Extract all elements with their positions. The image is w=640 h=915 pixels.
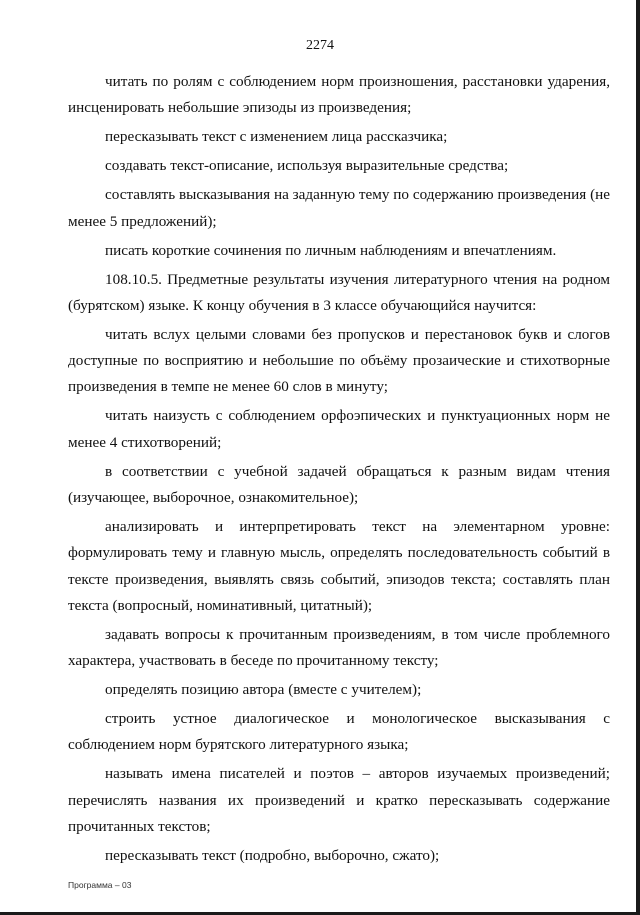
paragraph: строить устное диалогическое и монологическое высказывания с соблюдением норм бурятского литературного языка; xyxy=(68,710,610,754)
paragraph: читать по ролям с соблюдением норм произношения, расстановки ударения, инсценировать небольшие эпизоды из произведения; xyxy=(68,73,610,117)
section-heading-paragraph: 108.10.5. Предметные результаты изучения литературного чтения на родном (бурятском) языке. К концу обучения в 3 классе обучающийся научится: xyxy=(68,270,610,314)
paragraph: пересказывать текст (подробно, выборочно, сжато); xyxy=(105,846,440,864)
paragraph: читать наизусть с соблюдением орфоэпических и пунктуационных норм не менее 4 стихотворений; xyxy=(68,407,610,451)
paragraph: анализировать и интерпретировать текст на элементарном уровне: формулировать тему и главную мысль, определять последовательность событий в тексте произведения, выявлять связь событий, эпизодов текста; составлять план текста (вопросный, номинативный, цитатный); xyxy=(68,517,610,614)
scan-edge-right xyxy=(636,0,640,915)
footer-label: Программа – 03 xyxy=(68,880,132,890)
document-body xyxy=(68,69,610,872)
page-number: 2274 xyxy=(306,38,334,53)
paragraph: определять позицию автора (вместе с учителем); xyxy=(105,681,422,699)
paragraph: задавать вопросы к прочитанным произведениям, в том числе проблемного характера, участвовать в беседе по прочитанному тексту; xyxy=(68,625,610,670)
paragraph: пересказывать текст с изменением лица рассказчика; xyxy=(105,128,448,146)
paragraph: создавать текст-описание, используя выразительные средства; xyxy=(105,157,509,175)
paragraph: в соответствии с учебной задачей обращаться к разным видам чтения (изучающее, выборочное, ознакомительное); xyxy=(68,462,610,506)
paragraph: читать вслух целыми словами без пропусков и перестановок букв и слогов доступные по восприятию и небольшие по объёму прозаические и стихотворные произведения в темпе не менее 60 слов в минуту; xyxy=(68,325,610,396)
paragraph: называть имена писателей и поэтов – авторов изучаемых произведений; перечислять названия их произведений и кратко пересказывать содержание прочитанных текстов; xyxy=(68,765,610,835)
paragraph: составлять высказывания на заданную тему по содержанию произведения (не менее 5 предложений); xyxy=(68,186,610,230)
paragraph: писать короткие сочинения по личным наблюдениям и впечатлениям. xyxy=(105,241,557,259)
